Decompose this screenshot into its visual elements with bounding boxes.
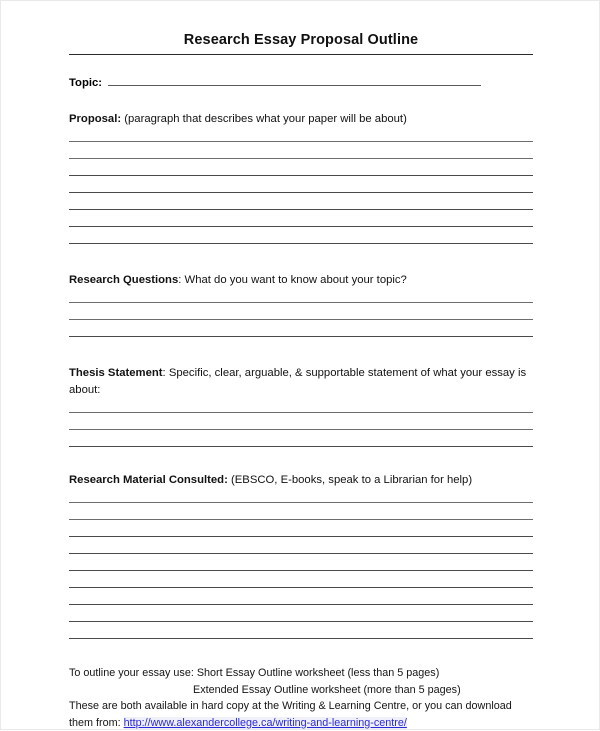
spacer bbox=[69, 128, 533, 141]
section-heading-research-material-consulted bbox=[69, 472, 533, 489]
page-title: Research Essay Proposal Outline bbox=[69, 1, 533, 54]
footer-line-3: These are both available in hard copy at the Writing & Learning Centre, or you can download bbox=[69, 698, 533, 715]
spacer bbox=[69, 399, 533, 412]
write-line[interactable] bbox=[69, 302, 533, 303]
section-description-research-material-consulted: (EBSCO, E-books, speak to a Librarian for help) bbox=[228, 474, 472, 486]
write-line[interactable] bbox=[69, 412, 533, 413]
write-line[interactable] bbox=[69, 192, 533, 193]
topic-label: Topic: bbox=[69, 77, 102, 89]
answer-lines-research-material-consulted[interactable] bbox=[69, 502, 533, 639]
spacer bbox=[69, 244, 533, 272]
topic-input-line[interactable] bbox=[108, 74, 481, 86]
spacer bbox=[69, 89, 533, 111]
section-description-proposal: (paragraph that describes what your paper will be about) bbox=[121, 113, 407, 125]
write-line[interactable] bbox=[69, 604, 533, 605]
write-line[interactable] bbox=[69, 158, 533, 159]
footer-line-4-prefix: them from: bbox=[69, 717, 124, 729]
write-line[interactable] bbox=[69, 536, 533, 537]
write-line[interactable] bbox=[69, 502, 533, 503]
spacer bbox=[69, 639, 533, 665]
footer-line-1: To outline your essay use: Short Essay Outline worksheet (less than 5 pages) bbox=[69, 665, 533, 682]
spacer bbox=[69, 337, 533, 365]
write-line[interactable] bbox=[69, 319, 533, 320]
section-label-research-questions: Research Questions bbox=[69, 274, 178, 286]
write-line[interactable] bbox=[69, 175, 533, 176]
spacer bbox=[69, 489, 533, 502]
section-heading-thesis-statement bbox=[69, 365, 533, 399]
write-line[interactable] bbox=[69, 519, 533, 520]
section-description-thesis-statement: : Specific, clear, arguable, & supportable statement of what your essay is about: bbox=[69, 367, 526, 396]
writing-learning-centre-link[interactable]: http://www.alexandercollege.ca/writing-and-learning-centre/ bbox=[124, 717, 407, 729]
section-description-research-questions: : What do you want to know about your topic? bbox=[178, 274, 407, 286]
spacer bbox=[69, 289, 533, 302]
write-line[interactable] bbox=[69, 141, 533, 142]
write-line[interactable] bbox=[69, 570, 533, 571]
write-line[interactable] bbox=[69, 621, 533, 622]
write-line[interactable] bbox=[69, 553, 533, 554]
answer-lines-research-questions[interactable] bbox=[69, 302, 533, 337]
section-heading-research-questions bbox=[69, 272, 533, 289]
write-line[interactable] bbox=[69, 226, 533, 227]
footer-line-4 bbox=[69, 715, 533, 731]
topic-field-row bbox=[69, 74, 533, 89]
footer-note bbox=[69, 665, 533, 731]
worksheet-body bbox=[69, 1, 533, 731]
spacer bbox=[69, 447, 533, 472]
footer-line-2: Extended Essay Outline worksheet (more than 5 pages) bbox=[69, 682, 533, 699]
section-heading-proposal bbox=[69, 111, 533, 128]
write-line[interactable] bbox=[69, 587, 533, 588]
section-label-research-material-consulted: Research Material Consulted: bbox=[69, 474, 228, 486]
answer-lines-thesis-statement[interactable] bbox=[69, 412, 533, 447]
write-line[interactable] bbox=[69, 429, 533, 430]
answer-lines-proposal[interactable] bbox=[69, 141, 533, 244]
title-divider bbox=[69, 54, 533, 55]
section-label-proposal: Proposal: bbox=[69, 113, 121, 125]
section-label-thesis-statement: Thesis Statement bbox=[69, 367, 163, 379]
write-line[interactable] bbox=[69, 209, 533, 210]
